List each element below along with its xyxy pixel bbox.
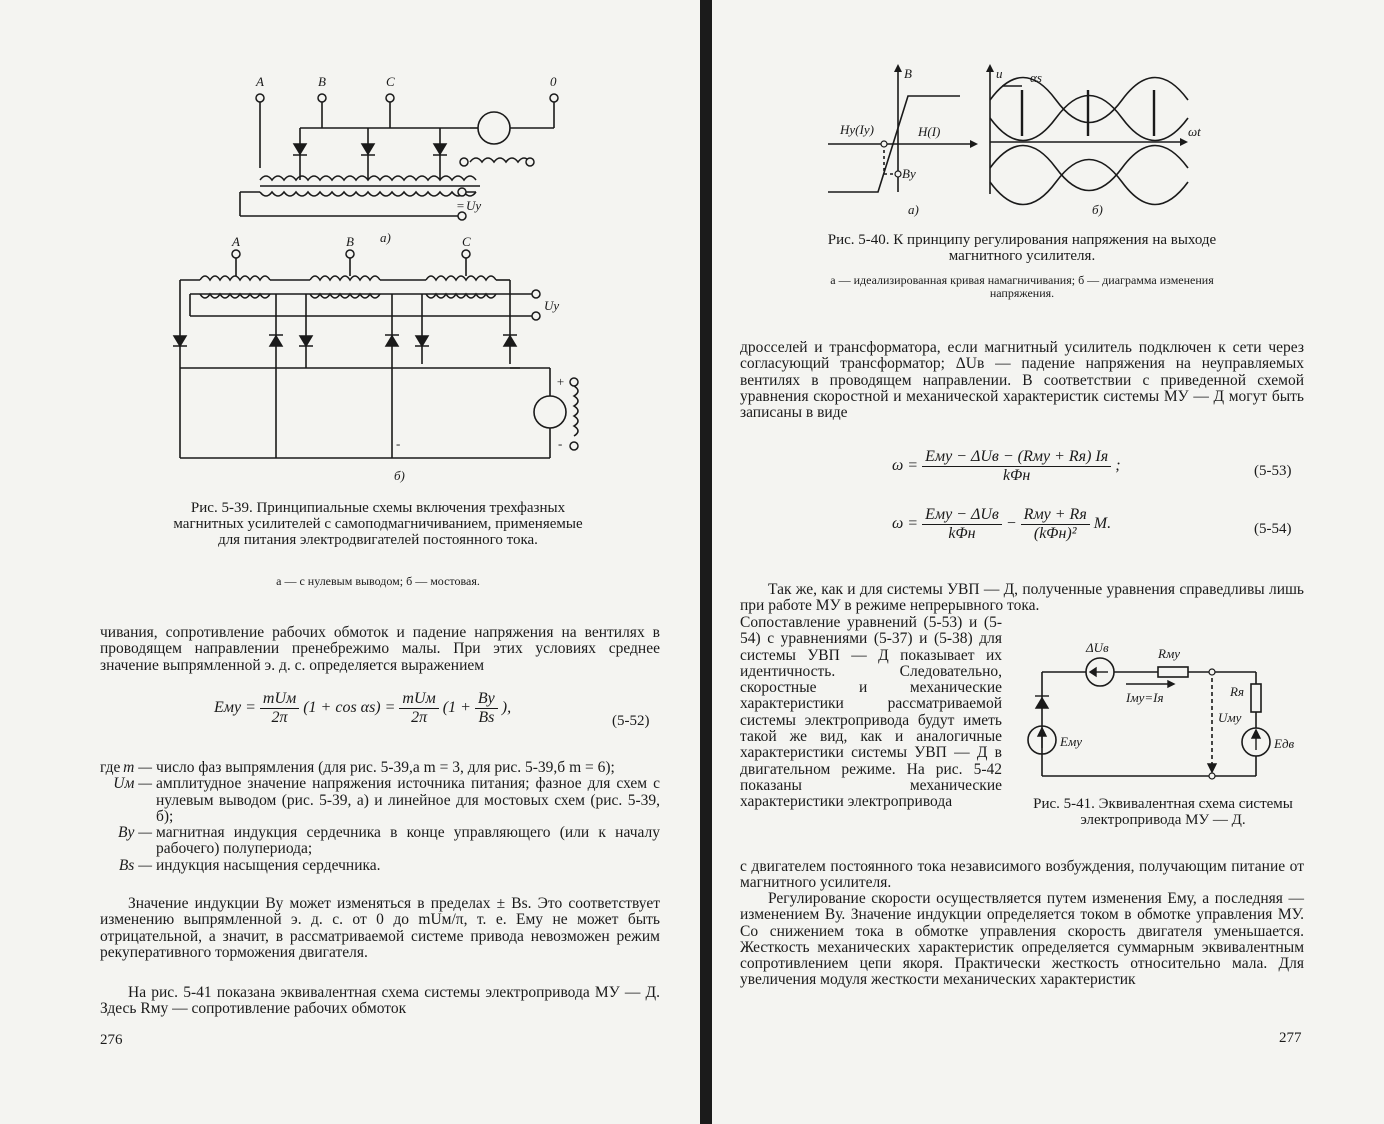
eq552-paren-close: ), [501, 699, 512, 717]
eq554-lhs: ω = [892, 515, 919, 533]
minus-label-2: - [396, 436, 401, 451]
minus-label: - [558, 436, 563, 451]
eq553-tail: ; [1115, 457, 1121, 475]
definition-item [68, 858, 660, 874]
eq553-den: kΦн [1003, 467, 1031, 484]
page-number-left: 276 [100, 1032, 123, 1048]
definition-text: число фаз выпрямления (для рис. 5-39,а m = 3, для рис. 5-39,б m = 6); [156, 759, 615, 776]
eq554-den1: kΦн [948, 525, 976, 542]
definition-symbol: m — [123, 759, 152, 776]
bridge-phase-b: B [346, 234, 354, 249]
hy-label: Hy(Iy) [840, 122, 874, 137]
wt-label: ωt [1188, 124, 1201, 139]
definition-item [68, 776, 660, 825]
right-paragraph-4: Регулирование скорости осуществляется путем изменения Eму, а последняя — изменением Bу. Значение индукции определяется током в обмотке управления МУ. Со снижением тока в обмотке управления скорость двигателя уменьшается. Жесткость механических характеристик определяется суммарным эквивалентным сопротивлением цепи якоря. Практически жесткость относительно мала. Для увеличения модуля жесткости механических характеристик [740, 890, 1304, 989]
left-paragraph-2: Значение индукции Bу может изменяться в пределах ± Bs. Это соответствует изменению выпрямленной э. д. с. от 0 до mUм/π, т. е. Eму не может быть отрицательной, а значит, в рассматриваемой системе привода невозможен режим рекуперативного торможения двигателя. [100, 895, 660, 961]
page-number-right: 277 [1279, 1030, 1302, 1046]
eq552-paren-open: (1 + [442, 699, 471, 717]
figure-5-40-caption: Рис. 5-40. К принципу регулирования напряжения на выходе магнитного усилителя. [827, 232, 1217, 264]
left-paragraph-3: На рис. 5-41 показана эквивалентная схема системы электропривода МУ — Д. Здесь Rму — сопротивление рабочих обмоток [100, 984, 660, 1018]
eq554-tail: M. [1093, 515, 1112, 533]
bridge-phase-a: A [232, 234, 240, 249]
umu-label: Uму [1218, 710, 1242, 725]
eq553-number: (5-53) [1254, 463, 1292, 479]
equation-5-52 [214, 690, 511, 727]
equation-5-53 [892, 448, 1121, 485]
eq552-den3: Bs [478, 709, 495, 726]
right-paragraph-3: Сопоставление уравнений (5-53) и (5-54) с уравнениями (5-37) и (5-38) для системы УВП — Д показывает их идентичность. Следовательно, скоростные и механические характеристики рассматриваемой системы электропривода будут иметь такой же вид, как и аналогичные характеристики системы УВП — Д в двигательном режиме. На рис. 5-42 показаны механические характеристики электропривода [740, 614, 1002, 811]
figure-5-39-subcaption: а — с нулевым выводом; б — мостовая. [276, 574, 480, 588]
figure-5-41-diagram [1018, 636, 1295, 784]
u-axis-label: u [996, 66, 1003, 81]
ra-label: Rя [1230, 684, 1244, 699]
eq552-mid: (1 + cos αs) = [303, 699, 396, 717]
uy-label-a: Uy [466, 198, 482, 213]
eq554-minus: − [1005, 515, 1017, 533]
right-paragraph-2: Так же, как и для системы УВП — Д, полученные уравнения справедливы лишь при работе МУ в режиме непрерывного тока. [740, 581, 1304, 615]
figure-5-40-diagram [822, 62, 1222, 222]
by-label: By [902, 166, 916, 181]
uy-label-b: Uy [544, 298, 560, 313]
plus-label: + [556, 374, 565, 389]
phase-c-label: C [386, 74, 395, 89]
definition-symbol: Bs — [118, 856, 152, 874]
book-gutter [700, 0, 712, 1124]
definition-text: амплитудное значение напряжения источника питания; фазное для схем с нулевым выводом (рис. 5-39, а) и линейное для мостовых схем (рис. 5-39, б); [156, 775, 660, 825]
definitions-list [68, 760, 660, 874]
eq554-den2: (kΦн)² [1033, 525, 1077, 542]
right-page [712, 0, 1384, 1124]
eq552-num1: mUм [260, 690, 299, 709]
imu-label: Iму=Iя [1126, 690, 1164, 705]
right-paragraph-1: дросселей и трансформатора, если магнитный усилитель подключен к сети через согласующий трансформатор; ΔUв — падение напряжения на неуправляемых вентилях в проводящем направлении. В соответствии с приведенной схемой уравнения скоростной и механической характеристик системы МУ — Д могут быть записаны в виде [740, 339, 1304, 422]
eq552-num3: Bу [475, 690, 498, 709]
b-axis-label: B [904, 66, 912, 81]
eq553-num: Eму − ΔUв − (Rму + Rя) Iя [922, 448, 1111, 467]
figure-5-39-caption: Рис. 5-39. Принципиальные схемы включения трехфазных магнитных усилителей с самоподмагничиванием, применяемые для питания электродвигателей постоянного тока. [173, 500, 583, 548]
ed-label: Eдв [1274, 736, 1295, 751]
figure-5-40-subcaption: а — идеализированная кривая намагничивания; б — диаграмма изменения напряжения. [830, 273, 1214, 300]
definition-item [68, 825, 660, 858]
figure-540-label-a: а) [908, 202, 919, 217]
eq552-lhs: Eму = [214, 699, 256, 717]
eq552-num2: mUм [399, 690, 438, 709]
figure-5-39b-diagram [160, 236, 600, 486]
figure-5-41-caption: Рис. 5-41. Эквивалентная схема системы электропривода МУ — Д. [1033, 796, 1293, 828]
definition-symbol: Bу — [117, 824, 152, 842]
emu-label: Eму [1060, 734, 1083, 749]
eq554-num2: Rму + Rя [1021, 506, 1090, 525]
eq554-num1: Eму − ΔUв [922, 506, 1002, 525]
eq552-den2: 2π [411, 709, 428, 726]
right-paragraph-3-end: с двигателем постоянного тока независимого возбуждения, получающим питание от магнитного усилителя. [740, 858, 1304, 892]
alpha-label: αs [1030, 70, 1042, 85]
uy-label: = [456, 198, 465, 213]
eq554-number: (5-54) [1254, 521, 1292, 537]
eq552-den1: 2π [271, 709, 288, 726]
figure-label-a: а) [380, 230, 391, 245]
figure-540-label-b: б) [1092, 202, 1103, 217]
where-label: где [100, 759, 121, 776]
eq553-lhs: ω = [892, 457, 919, 475]
definition-item [68, 760, 660, 776]
phase-a-label: A [256, 74, 264, 89]
figure-5-39a-diagram [230, 70, 590, 250]
left-paragraph-1: чивания, сопротивление рабочих обмоток и падение напряжения на вентилях в проводящем направлении пренебрежимо малы. При этих условиях среднее значение выпрямленной э. д. с. определяется выражением [100, 624, 660, 674]
definition-text: индукция насыщения сердечника. [156, 856, 381, 874]
definition-symbol: Uм — [113, 775, 152, 793]
eq552-number: (5-52) [612, 713, 650, 729]
neutral-label: 0 [550, 74, 557, 89]
phase-b-label: B [318, 74, 326, 89]
definition-text: магнитная индукция сердечника в конце управляющего (или к началу рабочего) полупериода; [156, 824, 660, 858]
figure-label-b: б) [394, 468, 405, 483]
du-label: ΔUв [1086, 640, 1109, 655]
bridge-phase-c: C [462, 234, 471, 249]
rmu-label: Rму [1158, 646, 1181, 661]
h-axis-label: H(I) [918, 124, 941, 139]
equation-5-54 [892, 506, 1111, 543]
